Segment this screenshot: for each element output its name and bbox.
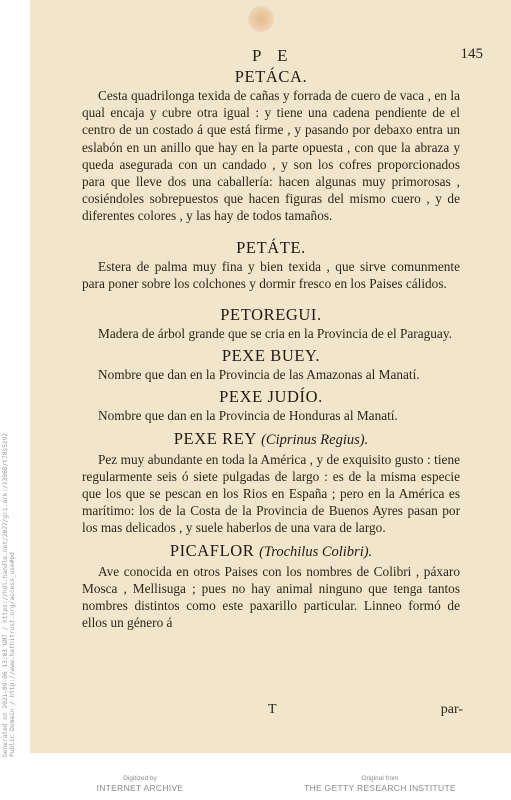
entry-title-name: PEXE REY <box>173 428 257 448</box>
digitizer-credit-label: Digitized by <box>123 775 157 782</box>
entry-body: Pez muy abundante en toda la América , y de exquisito gusto : tiene regularmente seis ó siete pulgadas de largo : es de la misma especie que los que se pescan en los Rios en España ; pero en la América es marítimo: los de la Costa de la Provincia de Buenos Ayres pasan por los mas delicados , y suele haberlos de una vara de largo. <box>82 451 460 536</box>
entry-title-latin: (Trochilus Colibri). <box>259 543 373 560</box>
running-header <box>30 46 511 68</box>
entry-title-name: PICAFLOR <box>169 540 255 560</box>
original-credit-name: THE GETTY RESEARCH INSTITUTE <box>304 783 456 793</box>
book-page <box>30 0 511 753</box>
side-note-line-2: Public Domain / http://www.hathitrust.org/access_use#pd <box>9 552 16 757</box>
original-credit <box>300 775 460 794</box>
dictionary-text <box>82 66 460 631</box>
entry-body: Estera de palma muy fina y bien texida , que sirve comunmente para poner sobre los colchones y dormir fresco en los Paises cálidos. <box>82 258 460 291</box>
original-credit-label: Original from <box>361 775 399 782</box>
entry-body: Cesta quadrilonga texida de cañas y forrada de cuero de vaca , en la qual encaja y cubre otra igual : y tiene una cadena pendiente de el centro de un costado á que está firme , y pasando por debaxo entra un eslabón en un anillo que hay en la parte opuesta , con que la abraza y queda asegurada con un candado , y son los cofres proporcionados para que lleve dos una caballería: hacen algunas muy primorosas , cosiéndoles sobrepuestos que hacen figuras del mismo cuero , y de diferentes colores , y las hay de todos tamaños. <box>82 88 460 224</box>
signature-line <box>30 702 511 722</box>
entry-body: Nombre que dan en la Provincia de Honduras al Manatí. <box>98 408 398 424</box>
side-note <box>2 432 16 769</box>
footer <box>0 775 511 800</box>
side-note-text <box>2 433 16 757</box>
entry-title <box>82 428 460 451</box>
entry-title: PETOREGUI. <box>220 305 322 325</box>
entry-title: PEXE BUEY. <box>221 346 321 366</box>
entry-title <box>82 540 460 563</box>
catch-word: par- <box>440 702 463 717</box>
header-letters: P E <box>252 46 294 65</box>
paper-stain <box>248 6 274 32</box>
entry-title: PETÁTE. <box>236 237 306 257</box>
signature-mark: T <box>268 702 277 717</box>
entry-body: Madera de árbol grande que se cria en la Provincia de el Paraguay. <box>98 326 452 342</box>
digitizer-credit-name: INTERNET ARCHIVE <box>96 783 184 793</box>
side-note-line-1: Generated on 2021-09-06 13:03 GMT / https://hdl.handle.net/2027/gri.ark:/13960/t78s5z92 <box>2 432 9 757</box>
entry-title: PEXE JUDÍO. <box>219 387 323 407</box>
entry-body: Ave conocida en otros Paises con los nombres de Colibri , páxaro Mosca , Mellisuga ; pues no hay animal ninguno que tenga tantos nombres distintos como este paxarillo particular. Linneo formó de ellos un género á <box>82 563 460 631</box>
digitizer-credit <box>70 775 210 794</box>
entry-title-latin: (Ciprinus Regius). <box>261 431 369 448</box>
page-number: 145 <box>460 46 483 62</box>
entry-title: PETÁCA. <box>234 67 308 86</box>
entry-body: Nombre que dan en la Provincia de las Amazonas al Manatí. <box>98 367 420 383</box>
